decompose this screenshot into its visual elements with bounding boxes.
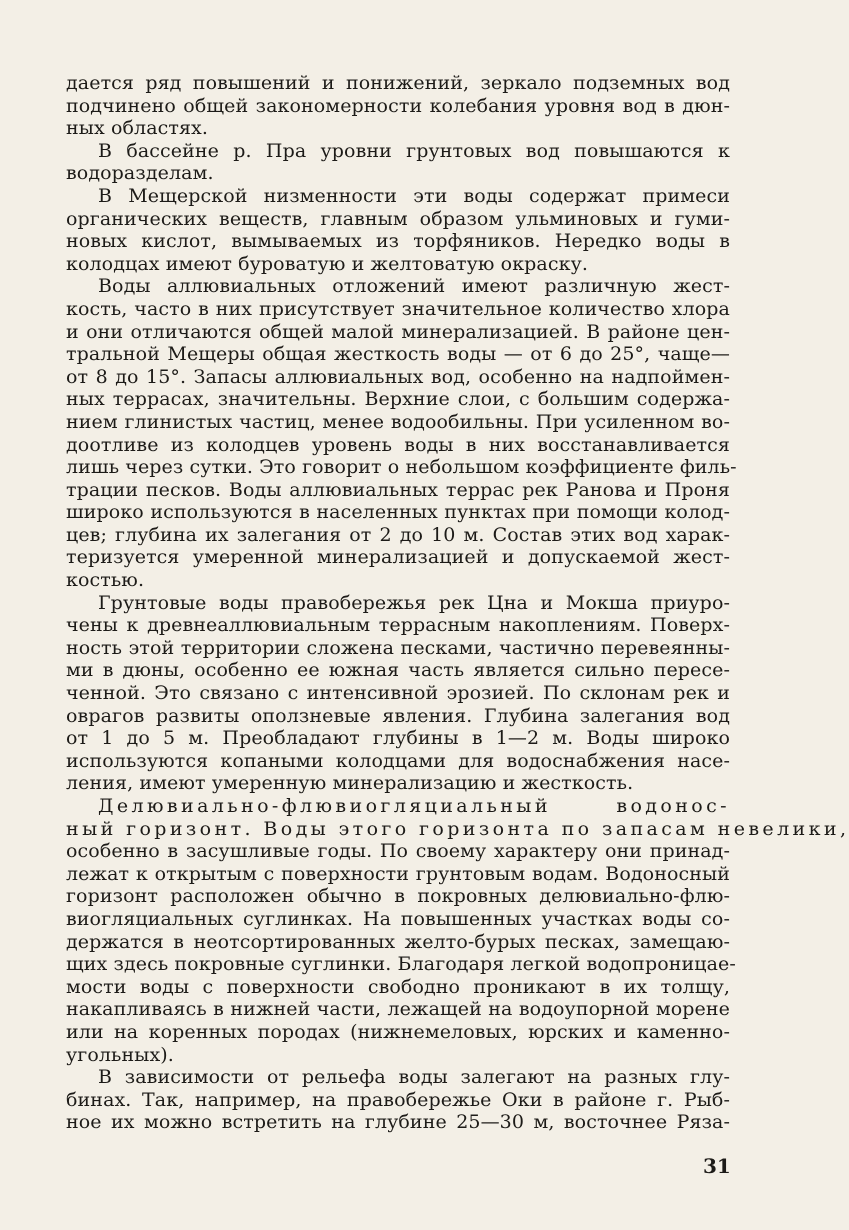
text-line: лишь через сутки. Это говорит о небольшом коэффициенте филь-	[66, 456, 737, 479]
text-line: нием глинистых частиц, менее водообильны. При усиленном во-	[66, 410, 730, 433]
text-line: доотливе из колодцев уровень воды в них восстанавливается	[66, 433, 730, 456]
text-line: накапливаясь в нижней части, лежащей на водоупорной морене	[66, 998, 730, 1021]
text-line: широко используются в населенных пунктах при помощи колод-	[66, 501, 730, 524]
text-line: бинах. Так, например, на правобережье Оки в районе г. Рыб-	[66, 1088, 730, 1111]
text-line: В бассейне р. Пра уровни грунтовых вод повышаются к	[98, 139, 730, 162]
paragraph	[66, 185, 730, 275]
text-line: щих здесь покровные суглинки. Благодаря легкой водопроницае-	[66, 953, 736, 976]
text-line: костью.	[66, 569, 145, 592]
text-line: горизонт расположен обычно в покровных делювиально-флю-	[66, 885, 730, 908]
text-line: Воды аллювиальных отложений имеют различную жест-	[98, 275, 730, 298]
body-text	[66, 72, 849, 1134]
text-line: органических веществ, главным образом ульминовых и гуми-	[66, 207, 730, 230]
text-line: трации песков. Воды аллювиальных террас рек Ранова и Проня	[66, 478, 730, 501]
paragraph	[66, 795, 849, 1066]
text-line: или на коренных породах (нижнемеловых, юрских и каменно-	[66, 1020, 730, 1043]
text-line: ных областях.	[66, 117, 209, 140]
text-line: подчинено общей закономерности колебания уровня вод в дюн-	[66, 94, 730, 117]
text-line: лежат к открытым с поверхности грунтовым водам. Водоносный	[66, 862, 730, 885]
paragraph	[66, 592, 730, 795]
text-line: новых кислот, вымываемых из торфяников. Нередко воды в	[66, 230, 730, 253]
text-line: водоразделам.	[66, 162, 214, 185]
text-line: В зависимости от рельефа воды залегают на разных глу-	[98, 1066, 730, 1089]
text-line: ный горизонт. Воды этого горизонта по запасам невелики,	[66, 817, 849, 840]
text-line: дается ряд повышений и понижений, зеркало подземных вод	[66, 72, 730, 94]
text-line: теризуется умеренной минерализацией и допускаемой жест-	[66, 546, 730, 569]
text-line: кость, часто в них присутствует значительное количество хлора	[66, 297, 730, 320]
text-line: ченной. Это связано с интенсивной эрозией. По склонам рек и	[66, 682, 730, 705]
text-line: ное их можно встретить на глубине 25—30 м, восточнее Ряза-	[66, 1111, 730, 1134]
text-line: Делювиально-флювиогляциальный водонос-	[98, 795, 730, 817]
text-line: ления, имеют умеренную минерализацию и жесткость.	[66, 772, 634, 795]
paragraph	[66, 140, 730, 185]
text-line: Грунтовые воды правобережья рек Цна и Мокша приуро-	[98, 591, 730, 614]
text-line: ми в дюны, особенно ее южная часть является сильно пересе-	[66, 659, 730, 682]
text-line: ных террасах, значительны. Верхние слои, с большим содержа-	[66, 388, 730, 411]
text-line: держатся в неотсортированных желто-бурых песках, замещаю-	[66, 930, 730, 953]
text-line: тральной Мещеры общая жесткость воды — от 6 до 25°, чаще—	[66, 343, 730, 366]
paragraph	[66, 275, 737, 592]
text-line: чены к древнеаллювиальным террасным накоплениям. Поверх-	[66, 614, 730, 637]
text-line: от 1 до 5 м. Преобладают глубины в 1—2 м. Воды широко	[66, 727, 730, 750]
text-line: В Мещерской низменности эти воды содержат примеси	[98, 184, 730, 207]
text-line: мости воды с поверхности свободно проникают в их толщу,	[66, 975, 730, 998]
text-line: особенно в засушливые годы. По своему характеру они принад-	[66, 840, 730, 863]
text-line: и они отличаются общей малой минерализацией. В районе цен-	[66, 320, 730, 343]
text-line: ность этой территории сложена песками, частично перевеянны-	[66, 636, 730, 659]
text-line: цев; глубина их залегания от 2 до 10 м. Состав этих вод харак-	[66, 523, 730, 546]
paragraph	[66, 1066, 730, 1134]
paragraph	[66, 72, 730, 140]
text-line: используются копаными колодцами для водоснабжения насе-	[66, 749, 730, 772]
text-line: угольных).	[66, 1043, 174, 1066]
text-line: оврагов развиты оползневые явления. Глубина залегания вод	[66, 704, 730, 727]
page-number: 31	[703, 1154, 731, 1178]
text-line: колодцах имеют буроватую и желтоватую окраску.	[66, 252, 588, 275]
text-line: виогляциальных суглинках. На повышенных участках воды со-	[66, 907, 730, 930]
text-line: от 8 до 15°. Запасы аллювиальных вод, особенно на надпоймен-	[66, 365, 730, 388]
